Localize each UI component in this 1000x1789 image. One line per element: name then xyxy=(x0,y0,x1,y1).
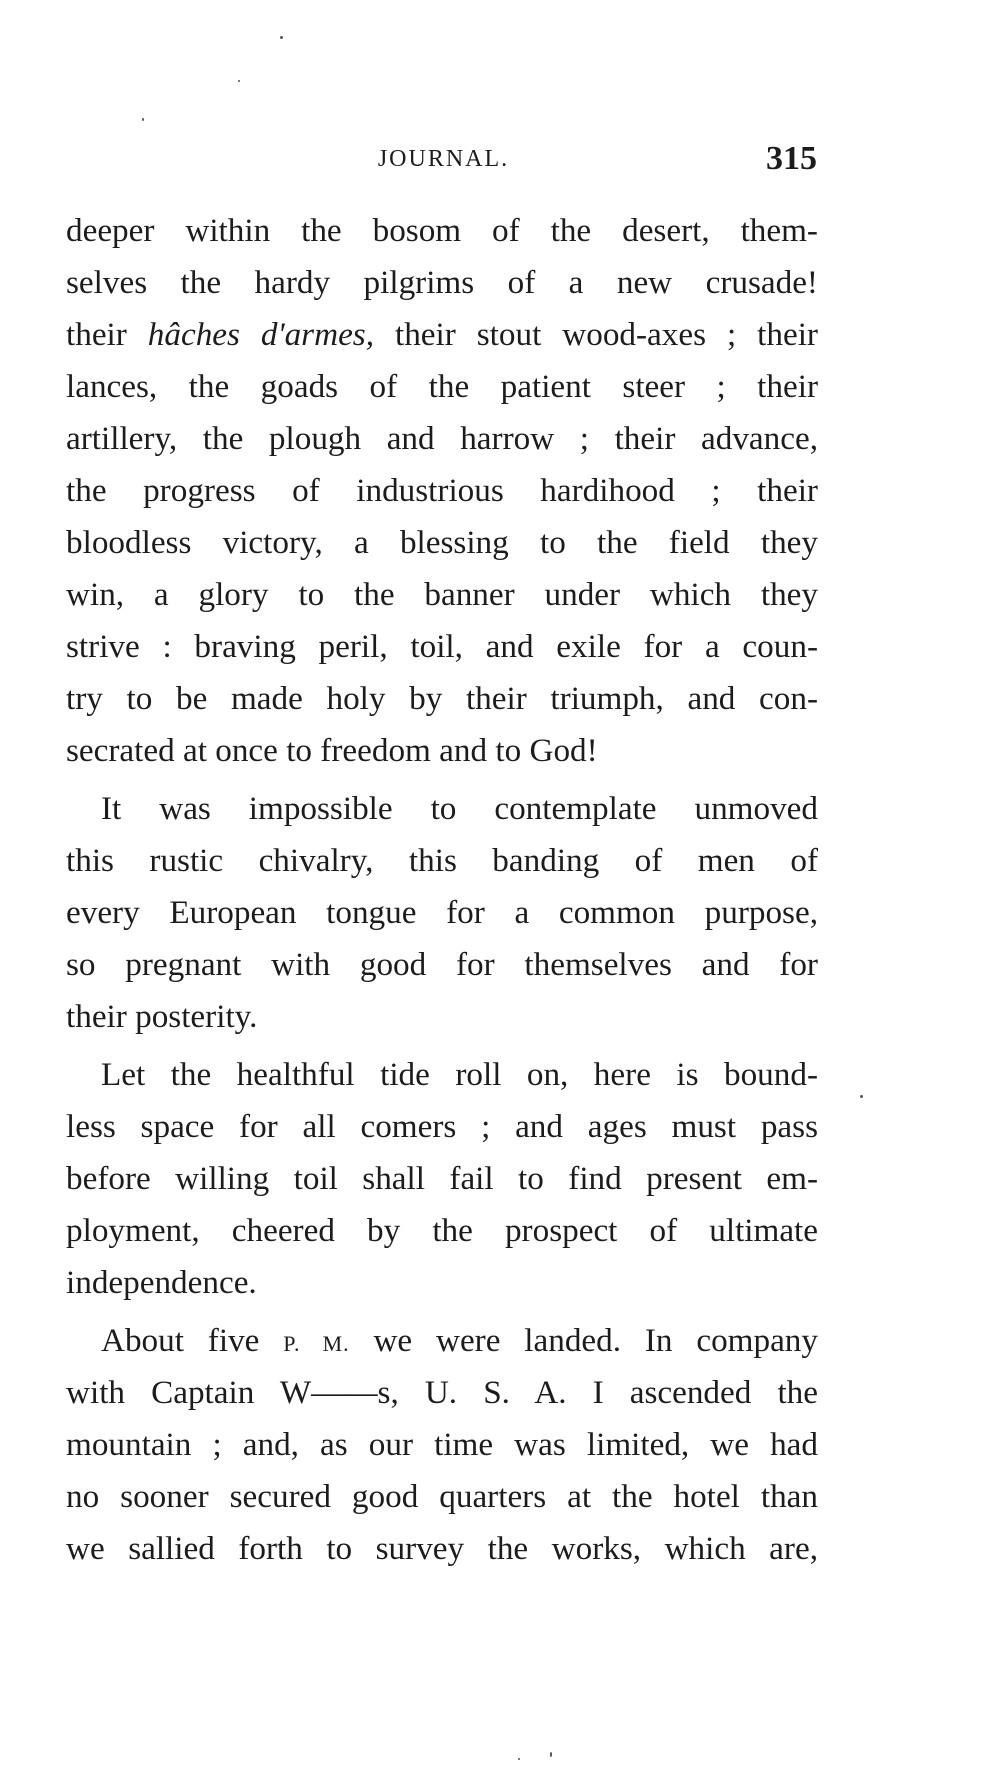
page-number: 315 xyxy=(766,140,817,177)
text-span: About five xyxy=(101,1322,284,1359)
text-line: Let the healthful tide roll on, here is bound- xyxy=(101,1056,818,1093)
text-line: strive : braving peril, toil, and exile for a coun- xyxy=(66,628,818,665)
text-line: win, a glory to the banner under which they xyxy=(66,576,818,613)
paragraph xyxy=(66,783,818,1043)
text-line: so pregnant with good for themselves and for xyxy=(66,946,818,983)
text-span: we were landed. In company xyxy=(349,1322,818,1359)
text-line: every European tongue for a common purpose, xyxy=(66,894,818,931)
scan-speck xyxy=(518,1758,520,1760)
italic-phrase: hâches d'armes, xyxy=(147,316,375,353)
text-line: ployment, cheered by the prospect of ultimate xyxy=(66,1212,818,1249)
scan-speck xyxy=(860,1095,863,1098)
text-line: before willing toil shall fail to find present em- xyxy=(66,1160,818,1197)
text-line: mountain ; and, as our time was limited, we had xyxy=(66,1426,818,1463)
text-line xyxy=(66,1315,818,1367)
text-line: this rustic chivalry, this banding of men of xyxy=(66,842,818,879)
text-line: independence. xyxy=(66,1264,257,1301)
scan-speck xyxy=(142,118,144,121)
text-line: their posterity. xyxy=(66,998,258,1035)
text-span: their xyxy=(66,316,148,353)
text-line: secrated at once to freedom and to God! xyxy=(66,732,598,769)
text-line: lances, the goads of the patient steer ; their xyxy=(66,368,818,405)
text-line: try to be made holy by their triumph, and con- xyxy=(66,680,818,717)
scan-speck xyxy=(550,1752,552,1757)
text-line: with Captain W——s, U. S. A. I ascended the xyxy=(66,1374,818,1411)
scan-speck xyxy=(238,80,240,82)
body-text xyxy=(66,205,818,1581)
running-head: JOURNAL. xyxy=(377,146,510,172)
text-line: deeper within the bosom of the desert, them- xyxy=(66,212,818,249)
text-line: the progress of industrious hardihood ; their xyxy=(66,472,818,509)
text-line: bloodless victory, a blessing to the field they xyxy=(66,524,818,561)
paragraph xyxy=(66,1049,818,1309)
text-line: no sooner secured good quarters at the hotel than xyxy=(66,1478,818,1515)
text-line: less space for all comers ; and ages must pass xyxy=(66,1108,818,1145)
time-abbreviation: P. M. xyxy=(283,1331,350,1356)
text-line: we sallied forth to survey the works, which are, xyxy=(66,1530,818,1567)
text-span: their stout wood-axes ; their xyxy=(374,316,818,353)
paragraph xyxy=(66,205,818,777)
paragraph xyxy=(66,1315,818,1575)
page-header xyxy=(70,140,817,180)
text-line: It was impossible to contemplate unmoved xyxy=(101,790,818,827)
text-line: selves the hardy pilgrims of a new crusade! xyxy=(66,264,818,301)
text-line xyxy=(66,309,818,361)
text-line: artillery, the plough and harrow ; their advance, xyxy=(66,420,818,457)
scan-speck xyxy=(280,36,283,39)
